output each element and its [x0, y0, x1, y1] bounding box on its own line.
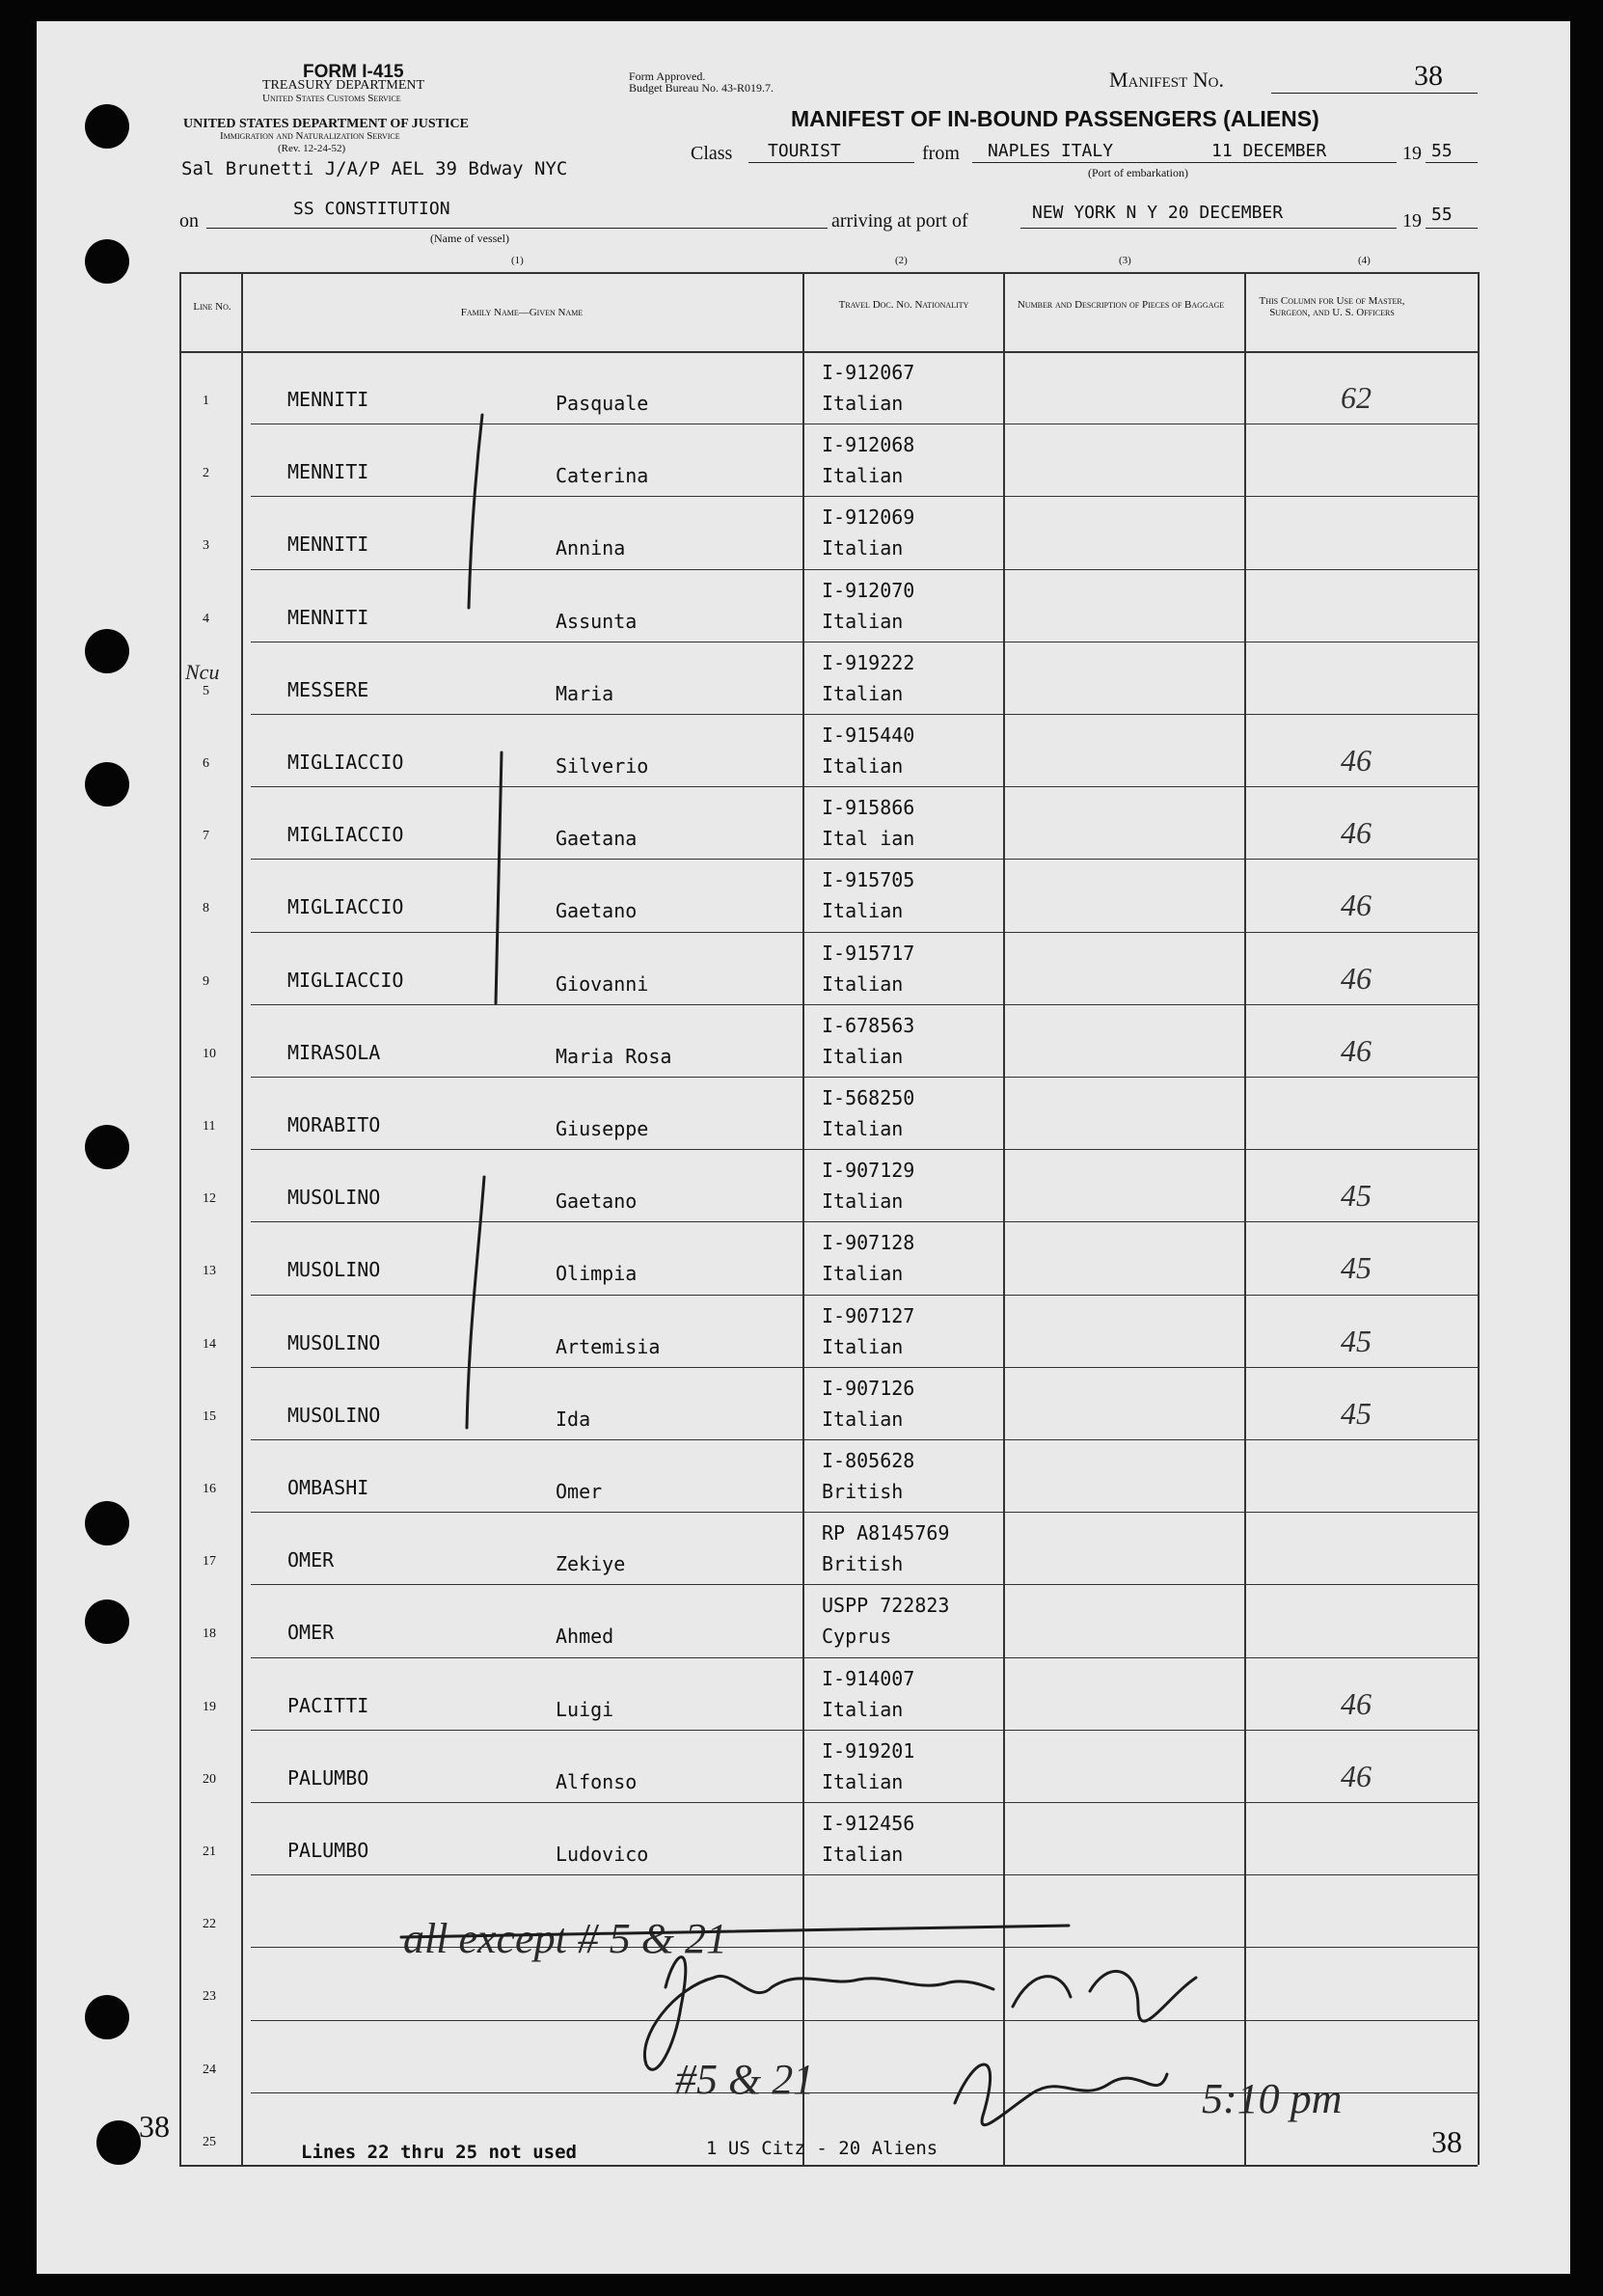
given-name: Pasquale [556, 392, 649, 415]
line-number: 5 [203, 683, 209, 698]
nationality: Cyprus [822, 1625, 892, 1649]
family-name: PALUMBO [287, 1765, 369, 1790]
family-name: MENNITI [287, 533, 369, 557]
bracket-line [469, 415, 482, 608]
line-number: 7 [203, 829, 209, 844]
family-name: OMER [287, 1548, 335, 1572]
travel-doc-number: I-915440 [822, 724, 915, 747]
line-number: 3 [203, 538, 209, 554]
year-prefix: 19 [1402, 143, 1422, 164]
header-baggage: Number and Description of Pieces of Baggage [1017, 299, 1225, 311]
col2-number: (2) [895, 255, 908, 266]
line-number: 14 [203, 1336, 216, 1352]
travel-doc-number: I-915717 [822, 941, 915, 965]
nationality: Italian [822, 681, 904, 705]
family-name: MUSOLINO [287, 1258, 381, 1282]
header-name: Family Name—Given Name [460, 307, 584, 318]
given-name: Luigi [556, 1697, 614, 1721]
officer-note: 45 [1341, 1178, 1372, 1214]
line-number: 6 [203, 756, 209, 771]
line-number: 22 [203, 1917, 216, 1932]
bracket-line [496, 752, 502, 1003]
officer-note: 46 [1341, 960, 1372, 996]
page-number-left: 38 [139, 2109, 170, 2144]
form-number: FORM I-415 [303, 62, 404, 82]
family-name: PACITTI [287, 1693, 369, 1717]
family-name: MESSERE [287, 677, 369, 701]
manifest-no-value: 38 [1414, 60, 1443, 92]
travel-doc-number: I-912067 [822, 361, 915, 384]
nationality: Italian [822, 1769, 904, 1793]
approved-label: Form Approved. [629, 69, 706, 83]
nationality: Italian [822, 971, 904, 996]
travel-doc-number: I-907126 [822, 1376, 915, 1400]
line-number: 17 [203, 1554, 216, 1570]
given-name: Silverio [556, 754, 649, 778]
given-name: Alfonso [556, 1769, 638, 1793]
given-name: Gaetano [556, 899, 638, 923]
given-name: Omer [556, 1480, 603, 1503]
ins-label: Immigration and Naturalization Service [220, 130, 400, 142]
time-note: 5:10 pm [1202, 2075, 1343, 2122]
line-number: 24 [203, 2062, 216, 2077]
line-number: 4 [203, 611, 209, 626]
class-value: TOURIST [768, 141, 841, 161]
nationality: Italian [822, 1697, 904, 1721]
given-name: Zekiye [556, 1552, 626, 1576]
given-name: Annina [556, 536, 626, 560]
line-number: 21 [203, 1845, 216, 1859]
nationality: Italian [822, 754, 904, 778]
travel-doc-number: I-912069 [822, 506, 915, 530]
officer-note: 46 [1341, 1685, 1372, 1721]
vessel-caption: (Name of vessel) [430, 232, 509, 245]
nationality: Ital ian [822, 827, 915, 851]
officer-note: 46 [1341, 815, 1372, 851]
nationality: Italian [822, 1044, 904, 1068]
line-number: 13 [203, 1264, 216, 1279]
given-name: Gaetano [556, 1189, 638, 1214]
agent-line: Sal Brunetti J/A/P AEL 39 Bdway NYC [181, 158, 568, 179]
travel-doc-number: I-914007 [822, 1666, 915, 1690]
messere-mark: Ncu [185, 660, 220, 684]
nationality: Italian [822, 1843, 904, 1866]
officer-note: 46 [1341, 1032, 1372, 1068]
strike-note: all except # 5 & 21 [403, 1915, 728, 1962]
given-name: Ahmed [556, 1625, 614, 1649]
header-officers: This Column for Use of Master, Surgeon, and U. S. Officers [1259, 295, 1405, 318]
vessel-name: SS CONSTITUTION [293, 199, 450, 219]
budget-label: Budget Bureau No. 43-R019.7. [629, 81, 774, 95]
travel-doc-number: I-568250 [822, 1086, 915, 1109]
family-name: MORABITO [287, 1113, 381, 1136]
nationality: Italian [822, 392, 904, 415]
line-number: 11 [203, 1119, 216, 1134]
line-number: 15 [203, 1408, 216, 1424]
line-number: 12 [203, 1191, 216, 1207]
given-name: Maria Rosa [556, 1044, 672, 1068]
family-name: MIGLIACCIO [287, 823, 404, 847]
given-name: Assunta [556, 609, 638, 633]
family-name: MUSOLINO [287, 1186, 381, 1210]
given-name: Olimpia [556, 1262, 638, 1286]
header-line-no: Line No. [193, 301, 231, 313]
line-number: 20 [203, 1771, 216, 1787]
line-number: 8 [203, 901, 209, 916]
nationality: Italian [822, 609, 904, 633]
family-name: MENNITI [287, 605, 369, 629]
officer-note: 46 [1341, 743, 1372, 778]
arrival-year-suffix: 55 [1431, 205, 1453, 225]
port-embarkation-caption: (Port of embarkation) [1088, 166, 1188, 179]
family-name: MIGLIACCIO [287, 968, 404, 992]
travel-doc-number: I-907128 [822, 1231, 915, 1255]
family-name: MENNITI [287, 460, 369, 484]
line-number: 10 [203, 1046, 216, 1061]
col4-number: (4) [1358, 255, 1371, 266]
given-name: Giuseppe [556, 1117, 649, 1140]
family-name: MIRASOLA [287, 1040, 381, 1064]
nationality: Italian [822, 1334, 904, 1358]
line-number: 1 [203, 394, 209, 408]
officer-note: 46 [1341, 1758, 1372, 1793]
treasury-label: TREASURY DEPARTMENT [262, 78, 425, 93]
given-name: Gaetana [556, 827, 638, 851]
class-label: Class [691, 143, 733, 164]
line-number: 23 [203, 1989, 216, 2005]
travel-doc-number: I-805628 [822, 1449, 915, 1472]
arrival-year-prefix: 19 [1402, 210, 1422, 232]
line-number: 19 [203, 1699, 216, 1714]
family-name: OMBASHI [287, 1476, 369, 1499]
given-name: Maria [556, 681, 614, 705]
travel-doc-number: I-912456 [822, 1812, 915, 1835]
travel-doc-number: I-678563 [822, 1013, 915, 1037]
travel-doc-number: I-907127 [822, 1303, 915, 1327]
signature-flourish [1013, 1971, 1196, 2021]
departure-date: 11 DECEMBER [1211, 141, 1327, 161]
line-number: 18 [203, 1626, 216, 1642]
given-name: Caterina [556, 464, 649, 488]
lines-note: #5 & 21 [675, 2056, 815, 2103]
arrival-port: NEW YORK N Y 20 DECEMBER [1032, 203, 1284, 223]
col1-number: (1) [511, 255, 524, 266]
family-name: MIGLIACCIO [287, 751, 404, 774]
nationality: British [822, 1480, 904, 1503]
summary-note: 1 US Citz - 20 Aliens [706, 2138, 938, 2159]
officer-note: 46 [1341, 888, 1372, 923]
justice-label: UNITED STATES DEPARTMENT OF JUSTICE [183, 117, 469, 131]
nationality: Italian [822, 1262, 904, 1286]
nationality: Italian [822, 464, 904, 488]
travel-doc-number: I-919201 [822, 1738, 915, 1763]
travel-doc-number: I-912070 [822, 578, 915, 602]
travel-doc-number: USPP 722823 [822, 1594, 950, 1618]
travel-doc-number: I-912068 [822, 433, 915, 457]
from-value: NAPLES ITALY [988, 141, 1114, 161]
line-number: 9 [203, 973, 209, 989]
travel-doc-number: RP A8145769 [822, 1521, 950, 1545]
line-number: 25 [203, 2134, 216, 2149]
given-name: Artemisia [556, 1334, 661, 1358]
given-name: Giovanni [556, 971, 649, 996]
travel-doc-number: I-915866 [822, 796, 915, 820]
officer-note: 62 [1341, 380, 1372, 415]
nationality: Italian [822, 1189, 904, 1214]
family-name: MIGLIACCIO [287, 895, 404, 919]
strike-line [401, 1926, 1069, 1937]
family-name: MUSOLINO [287, 1330, 381, 1354]
manifest-no-label: Manifest No. [1109, 68, 1224, 92]
family-name: OMER [287, 1621, 335, 1645]
second-signature [955, 2064, 1167, 2125]
officer-signature [644, 1957, 993, 2070]
nationality: Italian [822, 536, 904, 560]
given-name: Ida [556, 1407, 591, 1431]
nationality: Italian [822, 1407, 904, 1431]
not-used-note: Lines 22 thru 25 not used [301, 2142, 577, 2163]
officer-note: 45 [1341, 1395, 1372, 1431]
travel-doc-number: I-915705 [822, 868, 915, 892]
arriving-label: arriving at port of [831, 210, 968, 232]
page-number-right: 38 [1431, 2124, 1462, 2159]
family-name: MUSOLINO [287, 1403, 381, 1427]
rev-label: (Rev. 12-24-52) [278, 143, 346, 154]
year-suffix: 55 [1431, 141, 1453, 161]
manifest-title: MANIFEST OF IN-BOUND PASSENGERS (ALIENS) [791, 106, 1319, 131]
officer-note: 45 [1341, 1323, 1372, 1358]
header-travel-doc: Travel Doc. No. Nationality [838, 299, 969, 311]
bracket-line [467, 1177, 484, 1428]
customs-label: United States Customs Service [262, 93, 401, 104]
travel-doc-number: I-907129 [822, 1159, 915, 1183]
officer-note: 45 [1341, 1250, 1372, 1286]
col3-number: (3) [1119, 255, 1131, 266]
from-label: from [922, 143, 960, 164]
travel-doc-number: I-919222 [822, 650, 915, 674]
nationality: British [822, 1552, 904, 1576]
nationality: Italian [822, 899, 904, 923]
line-number: 16 [203, 1482, 216, 1496]
family-name: PALUMBO [287, 1839, 369, 1862]
given-name: Ludovico [556, 1843, 649, 1866]
line-number: 2 [203, 466, 209, 481]
family-name: MENNITI [287, 388, 369, 411]
nationality: Italian [822, 1117, 904, 1140]
on-label: on [179, 210, 199, 232]
